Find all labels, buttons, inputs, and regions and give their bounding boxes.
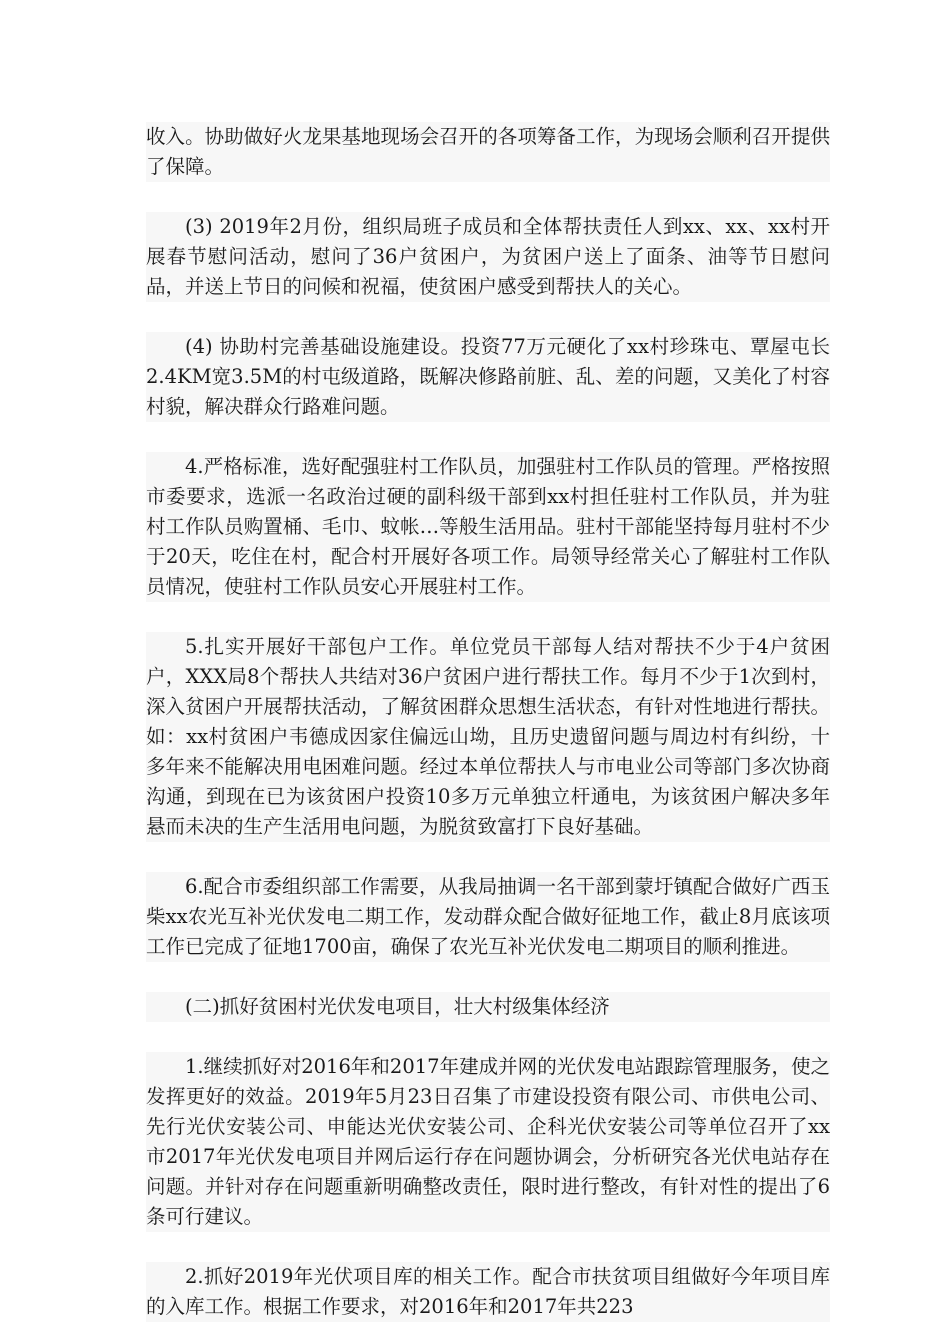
- section-heading-2: (二)抓好贫困村光伏发电项目，壮大村级集体经济: [146, 992, 830, 1022]
- paragraph-item-3: (3) 2019年2月份，组织局班子成员和全体帮扶责任人到xx、xx、xx村开展春节慰问活动，慰问了36户贫困户，为贫困户送上了面条、油等节日慰问品，并送上节日的问候和祝福，使贫困户感受到帮扶人的关心。: [146, 212, 830, 302]
- paragraph-gap: [146, 602, 830, 632]
- document-body: [146, 122, 830, 1322]
- paragraph-gap: [146, 182, 830, 212]
- paragraph-gap: [146, 962, 830, 992]
- paragraph-gap: [146, 842, 830, 872]
- paragraph-gap: [146, 1022, 830, 1052]
- paragraph-gap: [146, 1232, 830, 1262]
- paragraph-subsection-1: 1.继续抓好对2016年和2017年建成并网的光伏发电站跟踪管理服务，使之发挥更好的效益。2019年5月23日召集了市建设投资有限公司、市供电公司、先行光伏安装公司、申能达光伏安装公司、企科光伏安装公司等单位召开了xx市2017年光伏发电项目并网后运行存在问题协调会，分析研究各光伏电站存在问题。并针对存在问题重新明确整改责任，限时进行整改，有针对性的提出了6条可行建议。: [146, 1052, 830, 1232]
- paragraph-gap: [146, 422, 830, 452]
- paragraph-section-4: 4.严格标准，选好配强驻村工作队员，加强驻村工作队员的管理。严格按照市委要求，选派一名政治过硬的副科级干部到xx村担任驻村工作队员，并为驻村工作队员购置桶、毛巾、蚊帐…等般生活用品。驻村干部能坚持每月驻村不少于20天，吃住在村，配合村开展好各项工作。局领导经常关心了解驻村工作队员情况，使驻村工作队员安心开展驻村工作。: [146, 452, 830, 602]
- paragraph-subsection-2: 2.抓好2019年光伏项目库的相关工作。配合市扶贫项目组做好今年项目库的入库工作。根据工作要求，对2016年和2017年共223: [146, 1262, 830, 1322]
- paragraph-gap: [146, 302, 830, 332]
- paragraph-item-4: (4) 协助村完善基础设施建设。投资77万元硬化了xx村珍珠屯、覃屋屯长2.4KM宽3.5M的村屯级道路，既解决修路前脏、乱、差的问题，又美化了村容村貌，解决群众行路难问题。: [146, 332, 830, 422]
- paragraph-section-6: 6.配合市委组织部工作需要，从我局抽调一名干部到蒙圩镇配合做好广西玉柴xx农光互补光伏发电二期工作，发动群众配合做好征地工作，截止8月底该项工作已完成了征地1700亩，确保了农光互补光伏发电二期项目的顺利推进。: [146, 872, 830, 962]
- paragraph-continuation: 收入。协助做好火龙果基地现场会召开的各项筹备工作，为现场会顺利召开提供了保障。: [146, 122, 830, 182]
- paragraph-section-5: 5.扎实开展好干部包户工作。单位党员干部每人结对帮扶不少于4户贫困户，XXX局8个帮扶人共结对36户贫困户进行帮扶工作。每月不少于1次到村，深入贫困户开展帮扶活动，了解贫困群众思想生活状态，有针对性地进行帮扶。如：xx村贫困户韦德成因家住偏远山坳，且历史遗留问题与周边村有纠纷，十多年来不能解决用电困难问题。经过本单位帮扶人与市电业公司等部门多次协商沟通，到现在已为该贫困户投资10多万元单独立杆通电，为该贫困户解决多年悬而未决的生产生活用电问题，为脱贫致富打下良好基础。: [146, 632, 830, 842]
